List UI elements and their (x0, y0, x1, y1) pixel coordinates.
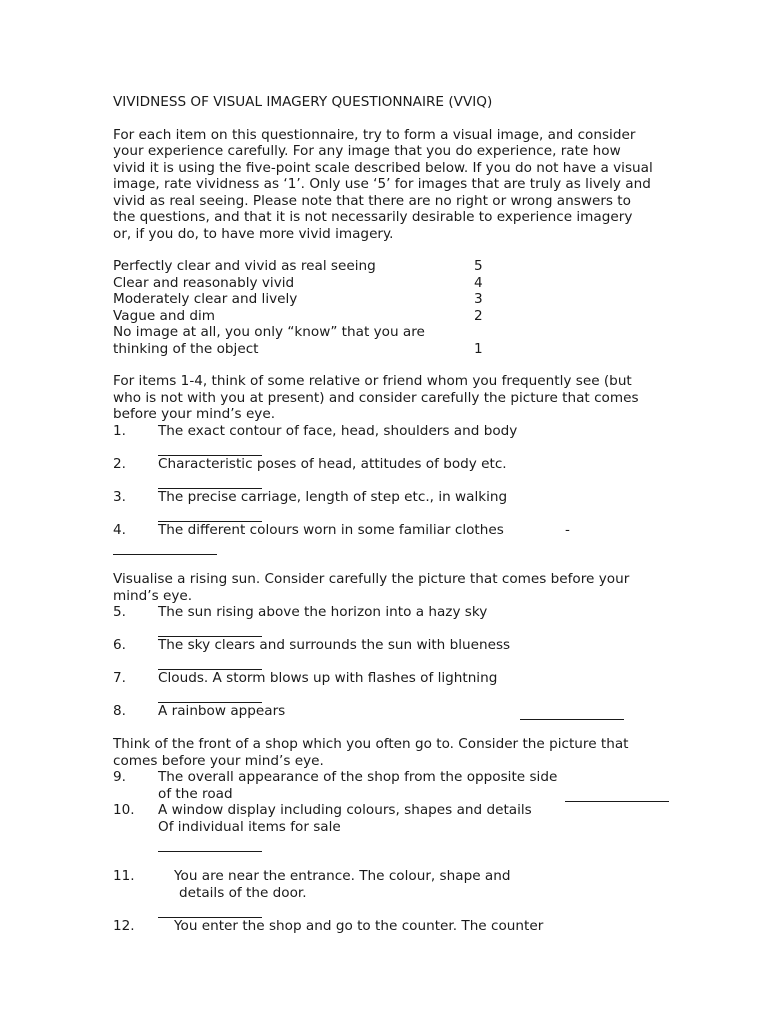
dash-mark: - (565, 521, 570, 538)
item-text: The exact contour of face, head, shoulders and body (158, 422, 518, 439)
scale-label: Perfectly clear and vivid as real seeing (113, 258, 376, 274)
item-number: 3. (113, 488, 126, 505)
item-number: 4. (113, 521, 126, 538)
item-number: 5. (113, 604, 126, 620)
item-text: A window display including colours, shapes and details (158, 802, 532, 818)
item-number: 10. (113, 802, 135, 818)
section-relative-friend (113, 373, 653, 555)
item-text-continued (158, 786, 653, 803)
question-item (113, 802, 653, 852)
item-number: 8. (113, 703, 126, 719)
item-number: 11. (113, 868, 135, 884)
scale-label: Clear and reasonably vivid (113, 274, 295, 291)
item-text: The overall appearance of the shop from the opposite side (158, 769, 558, 785)
scale-label-continued: thinking of the object (113, 340, 259, 357)
item-text: The sky clears and surrounds the sun with blueness (158, 637, 511, 653)
question-item (113, 604, 653, 637)
item-text-line2: Of individual items for sale (158, 818, 341, 835)
question-item (113, 456, 653, 489)
answer-blank[interactable] (520, 703, 624, 720)
scale-value: 4 (474, 274, 483, 291)
scale-value: 5 (474, 258, 483, 274)
page-title: VIVIDNESS OF VISUAL IMAGERY QUESTIONNAIRE (VVIQ) (113, 94, 493, 110)
scale-row (113, 258, 653, 275)
scale-label: Vague and dim (113, 307, 216, 324)
item-text: The different colours worn in some familiar clothes (158, 521, 504, 538)
question-item (113, 522, 653, 539)
section-intro: For items 1-4, think of some relative or friend whom you frequently see (but who is not with you at present) and consider carefully the picture that comes before your mind’s eye. (113, 373, 639, 422)
question-item (113, 423, 653, 456)
answer-blank[interactable] (158, 654, 262, 671)
item-text-line2: of the road (158, 785, 233, 802)
scale-row (113, 291, 653, 308)
answer-blank[interactable] (158, 835, 262, 852)
item-text: The precise carriage, length of step etc., in walking (158, 488, 508, 505)
answer-blank[interactable] (158, 472, 262, 489)
question-item (113, 918, 653, 935)
scale-label: Moderately clear and lively (113, 291, 298, 307)
item-text: Characteristic poses of head, attitudes of body etc. (158, 455, 507, 472)
instructions-paragraph: For each item on this questionnaire, try to form a visual image, and consider your experience carefully. For any image that you do experience, rate how vivid it is using the five-point scale described below. If you do not have a visual image, rate vividness as ‘1’. Only use ‘5’ for images that are truly as lively and vivid as real seeing. Please note that there are no right or wrong answers to the questions, and that it is not necessarily desirable to experience imagery or, if you do, to have more vivid imagery. (113, 126, 653, 242)
scale-value: 3 (474, 291, 483, 307)
answer-blank[interactable] (158, 439, 262, 456)
rating-scale (113, 258, 653, 357)
section-intro: Visualise a rising sun. Consider carefully the picture that comes before your mind’s eye. (113, 571, 630, 604)
scale-value: 2 (474, 307, 483, 324)
item-text: Clouds. A storm blows up with flashes of lightning (158, 670, 498, 686)
item-text: You are near the entrance. The colour, shape and (174, 868, 511, 884)
item-number: 6. (113, 637, 126, 653)
item-text-line2: details of the door. (179, 884, 307, 901)
item-text: You enter the shop and go to the counter. The counter (174, 917, 544, 934)
scale-row (113, 308, 653, 325)
scale-row (113, 324, 653, 357)
scale-label: No image at all, you only “know” that you are (113, 324, 425, 340)
question-item (113, 868, 653, 918)
question-item (113, 637, 653, 670)
item-number: 2. (113, 455, 126, 472)
scale-value: 1 (474, 340, 483, 357)
item-number: 7. (113, 670, 126, 686)
section-intro: Think of the front of a shop which you often go to. Consider the picture that comes before your mind’s eye. (113, 736, 629, 769)
question-item (113, 670, 653, 703)
answer-row (113, 538, 653, 555)
scale-row (113, 275, 653, 292)
answer-blank[interactable] (113, 538, 217, 555)
item-text: A rainbow appears (158, 703, 286, 719)
item-number: 1. (113, 422, 126, 439)
question-item (113, 769, 653, 802)
answer-blank[interactable] (158, 505, 262, 522)
questionnaire-page (113, 94, 653, 934)
question-item (113, 489, 653, 522)
answer-blank[interactable] (158, 687, 262, 704)
answer-blank[interactable] (158, 621, 262, 638)
item-number: 12. (113, 917, 135, 934)
answer-blank[interactable] (158, 901, 262, 918)
section-rising-sun (113, 571, 653, 720)
answer-blank[interactable] (565, 786, 669, 803)
item-number: 9. (113, 769, 126, 785)
item-text: The sun rising above the horizon into a hazy sky (158, 604, 488, 620)
section-shop-front (113, 736, 653, 934)
question-item (113, 703, 653, 720)
